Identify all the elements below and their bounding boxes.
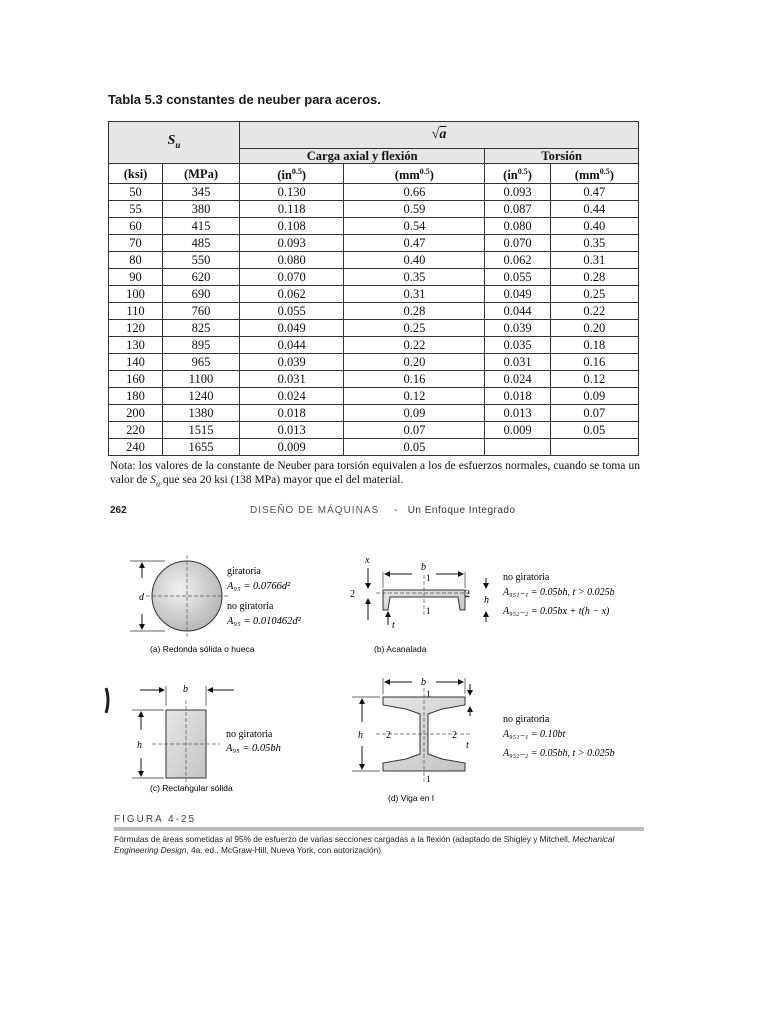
cell-t-mm: 0.16 bbox=[550, 354, 638, 371]
formula2-d: A₉₅₂₋₂ = 0.05bh, t > 0.025b bbox=[503, 748, 615, 759]
cell-ax-mm: 0.20 bbox=[344, 354, 485, 371]
cell-t-in: 0.035 bbox=[485, 337, 550, 354]
cell-mpa: 1655 bbox=[163, 439, 240, 456]
cell-ax-in: 0.070 bbox=[239, 269, 343, 286]
cell-t-in: 0.024 bbox=[485, 371, 550, 388]
book-subtitle: - Un Enfoque Integrado bbox=[394, 505, 516, 516]
cell-mpa: 380 bbox=[163, 201, 240, 218]
label-2-right-d: 2 bbox=[452, 730, 457, 741]
cell-t-mm: 0.12 bbox=[550, 371, 638, 388]
cell-ax-in: 0.130 bbox=[239, 184, 343, 201]
cell-t-in: 0.039 bbox=[485, 320, 550, 337]
cell-t-in: 0.055 bbox=[485, 269, 550, 286]
cell-mpa: 965 bbox=[163, 354, 240, 371]
cell-ax-in: 0.055 bbox=[239, 303, 343, 320]
cell-ksi: 80 bbox=[109, 252, 163, 269]
cell-ksi: 60 bbox=[109, 218, 163, 235]
label-2-left-d: 2 bbox=[386, 730, 391, 741]
figure-title: FIGURA 4-25 bbox=[114, 814, 197, 825]
cell-ax-mm: 0.12 bbox=[344, 388, 485, 405]
label-h-c: h bbox=[137, 740, 142, 751]
cell-t-mm: 0.25 bbox=[550, 286, 638, 303]
cell-t-in: 0.049 bbox=[485, 286, 550, 303]
channel-section-b bbox=[350, 555, 615, 654]
col-torsion-mm: $(mm^{0.5})$ bbox=[550, 164, 638, 184]
cell-mpa: 825 bbox=[163, 320, 240, 337]
figure-caption: Fórmulas de áreas sometidas al 95% de esfuerzo de varias secciones cargadas a la flexión (adaptado de Shigley y Mitchell, Mechanical Engineering Design, 4a. ed., McGraw-Hill, Nueva York, con autorización) bbox=[114, 834, 615, 855]
cell-ax-mm: 0.47 bbox=[344, 235, 485, 252]
cell-ax-mm: 0.40 bbox=[344, 252, 485, 269]
cell-ksi: 90 bbox=[109, 269, 163, 286]
col-mpa: (MPa) bbox=[163, 164, 240, 184]
nonrot-label-c: no giratoria bbox=[226, 729, 273, 740]
cell-mpa: 1100 bbox=[163, 371, 240, 388]
cell-t-mm: 0.47 bbox=[550, 184, 638, 201]
cell-t-in: 0.044 bbox=[485, 303, 550, 320]
cell-t-mm: 0.22 bbox=[550, 303, 638, 320]
cell-ax-mm: 0.25 bbox=[344, 320, 485, 337]
formula-c: A₉₅ = 0.05bh bbox=[226, 743, 281, 754]
cell-ax-mm: 0.07 bbox=[344, 422, 485, 439]
label-h-d: h bbox=[358, 730, 363, 741]
page-number: 262 bbox=[110, 505, 127, 516]
cell-ax-in: 0.118 bbox=[239, 201, 343, 218]
cell-ax-in: 0.009 bbox=[239, 439, 343, 456]
col-axial-mm: $(mm^{0.5})$ bbox=[344, 164, 485, 184]
label-d: d bbox=[139, 592, 144, 603]
cell-mpa: 620 bbox=[163, 269, 240, 286]
label-b-c: b bbox=[183, 684, 188, 695]
cell-t-mm: 0.18 bbox=[550, 337, 638, 354]
col-axial-in: $(in^{0.5})$ bbox=[239, 164, 343, 184]
cell-ksi: 220 bbox=[109, 422, 163, 439]
nonrot-label-a: no giratoria bbox=[227, 601, 274, 612]
cell-ksi: 180 bbox=[109, 388, 163, 405]
cell-mpa: 1380 bbox=[163, 405, 240, 422]
sqrt-a-header: √a bbox=[239, 122, 638, 149]
page-edge-mark bbox=[106, 688, 108, 713]
cell-mpa: 1515 bbox=[163, 422, 240, 439]
cell-ax-in: 0.013 bbox=[239, 422, 343, 439]
table-note: Nota: los valores de la constante de Neuber para torsión equivalen a los de esfuerzos normales, cuando se toma un valor de $S_u$ que sea 20 ksi (138 MPa) mayor que el del material. bbox=[110, 460, 640, 489]
cell-mpa: 690 bbox=[163, 286, 240, 303]
label-2-right-b: 2 bbox=[465, 589, 470, 600]
cell-mpa: 895 bbox=[163, 337, 240, 354]
label-t-d: t bbox=[466, 740, 469, 751]
formula1-b: A₉₅₁₋₁ = 0.05bh, t > 0.025b bbox=[503, 587, 615, 598]
label-t-b: t bbox=[392, 620, 395, 631]
formula1-d: A₉₅₁₋₁ = 0.10bt bbox=[503, 729, 566, 740]
label-x-b: x bbox=[365, 555, 370, 566]
col-torsion-in: $(in^{0.5})$ bbox=[485, 164, 550, 184]
label-2-left-b: 2 bbox=[350, 589, 355, 600]
cell-t-in: 0.070 bbox=[485, 235, 550, 252]
cell-t-mm: 0.44 bbox=[550, 201, 638, 218]
cell-ax-mm: 0.66 bbox=[344, 184, 485, 201]
cell-t-in: 0.018 bbox=[485, 388, 550, 405]
cell-ksi: 55 bbox=[109, 201, 163, 218]
cell-ksi: 120 bbox=[109, 320, 163, 337]
table-title: Tabla 5.3 constantes de neuber para aceros. bbox=[108, 92, 381, 107]
group-torsion: Torsión bbox=[485, 149, 639, 164]
cell-t-mm: 0.31 bbox=[550, 252, 638, 269]
cell-ksi: 70 bbox=[109, 235, 163, 252]
cell-t-in: 0.093 bbox=[485, 184, 550, 201]
cell-ax-in: 0.080 bbox=[239, 252, 343, 269]
group-axial: Carga axial y flexión bbox=[239, 149, 484, 164]
label-b-d: b bbox=[421, 677, 426, 688]
cell-t-mm: 0.28 bbox=[550, 269, 638, 286]
cell-ax-mm: 0.09 bbox=[344, 405, 485, 422]
cell-ax-in: 0.018 bbox=[239, 405, 343, 422]
cell-t-in: 0.031 bbox=[485, 354, 550, 371]
label-1-top-d: 1 bbox=[426, 689, 431, 699]
cell-ax-mm: 0.31 bbox=[344, 286, 485, 303]
cell-t-mm: 0.20 bbox=[550, 320, 638, 337]
label-h-b: h bbox=[484, 595, 489, 606]
label-1-bot-d: 1 bbox=[426, 774, 431, 784]
caption-a: (a) Redonda sólida o hueca bbox=[150, 644, 255, 654]
cell-ksi: 200 bbox=[109, 405, 163, 422]
cell-t-in: 0.013 bbox=[485, 405, 550, 422]
cell-mpa: 550 bbox=[163, 252, 240, 269]
cell-ksi: 110 bbox=[109, 303, 163, 320]
cell-t-mm: 0.09 bbox=[550, 388, 638, 405]
i-beam-section-d bbox=[352, 677, 615, 803]
cell-ksi: 240 bbox=[109, 439, 163, 456]
cell-t-in: 0.062 bbox=[485, 252, 550, 269]
cell-ax-in: 0.039 bbox=[239, 354, 343, 371]
cell-ksi: 50 bbox=[109, 184, 163, 201]
caption-b: (b) Acanalada bbox=[374, 644, 427, 654]
nonrot-formula-a: A₉₅ = 0.010462d² bbox=[227, 616, 301, 627]
cell-mpa: 415 bbox=[163, 218, 240, 235]
cell-t-in: 0.087 bbox=[485, 201, 550, 218]
cell-ax-in: 0.044 bbox=[239, 337, 343, 354]
nonrot-label-b: no giratoria bbox=[503, 572, 550, 583]
label-1-bot-b: 1 bbox=[426, 606, 431, 616]
cell-t-in: 0.080 bbox=[485, 218, 550, 235]
cell-ax-mm: 0.05 bbox=[344, 439, 485, 456]
cell-t-in: 0.009 bbox=[485, 422, 550, 439]
nonrot-label-d: no giratoria bbox=[503, 714, 550, 725]
cell-ax-mm: 0.59 bbox=[344, 201, 485, 218]
label-b-b: b bbox=[421, 562, 426, 573]
caption-d: (d) Viga en I bbox=[388, 793, 435, 803]
cell-ax-in: 0.062 bbox=[239, 286, 343, 303]
round-section-a bbox=[130, 555, 302, 654]
rectangular-section-c bbox=[132, 684, 281, 793]
cell-ksi: 140 bbox=[109, 354, 163, 371]
cell-mpa: 760 bbox=[163, 303, 240, 320]
cell-t-mm: 0.05 bbox=[550, 422, 638, 439]
cell-ax-mm: 0.22 bbox=[344, 337, 485, 354]
cell-mpa: 485 bbox=[163, 235, 240, 252]
cell-t-mm: 0.40 bbox=[550, 218, 638, 235]
cell-ax-mm: 0.35 bbox=[344, 269, 485, 286]
cell-ax-in: 0.108 bbox=[239, 218, 343, 235]
cell-ksi: 160 bbox=[109, 371, 163, 388]
cell-ax-in: 0.093 bbox=[239, 235, 343, 252]
cell-ksi: 100 bbox=[109, 286, 163, 303]
cell-mpa: 345 bbox=[163, 184, 240, 201]
su-header: $S_u$ bbox=[109, 122, 240, 164]
label-1-top-b: 1 bbox=[426, 573, 431, 583]
book-title: DISEÑO DE MÁQUINAS bbox=[250, 505, 380, 516]
rot-formula-a: A₉₅ = 0.0766d² bbox=[227, 581, 291, 592]
cell-t-mm: 0.35 bbox=[550, 235, 638, 252]
cell-ksi: 130 bbox=[109, 337, 163, 354]
cell-ax-in: 0.031 bbox=[239, 371, 343, 388]
rot-label-a: giratoria bbox=[227, 566, 261, 577]
formula2-b: A₉₅₂₋₂ = 0.05bx + t(h − x) bbox=[503, 606, 610, 617]
caption-c: (c) Rectangular sólida bbox=[150, 783, 233, 793]
cell-ax-in: 0.049 bbox=[239, 320, 343, 337]
cell-ax-mm: 0.28 bbox=[344, 303, 485, 320]
cell-ax-mm: 0.16 bbox=[344, 371, 485, 388]
cell-ax-mm: 0.54 bbox=[344, 218, 485, 235]
col-ksi: (ksi) bbox=[109, 164, 163, 184]
cell-ax-in: 0.024 bbox=[239, 388, 343, 405]
figure-rule bbox=[114, 827, 644, 831]
cell-t-mm: 0.07 bbox=[550, 405, 638, 422]
cell-mpa: 1240 bbox=[163, 388, 240, 405]
